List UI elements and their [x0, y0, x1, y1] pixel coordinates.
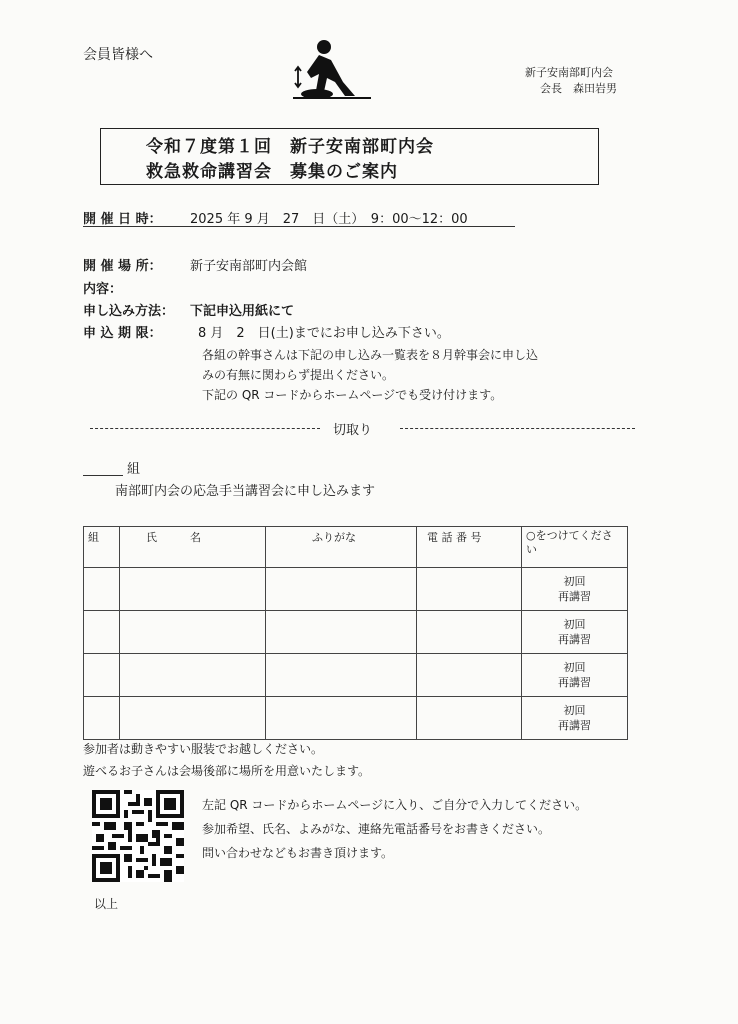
- deadline-value: 8 月 2 日(土)までにお申し込み下さい。: [198, 326, 450, 341]
- cell-furigana[interactable]: [266, 568, 417, 611]
- option-first: 初回: [563, 575, 586, 588]
- date-value: 2025 年 9 月 27 日（土） 9：00～12：00: [190, 212, 468, 227]
- header-group: 組: [84, 527, 120, 568]
- cell-phone[interactable]: [417, 697, 522, 740]
- option-first: 初回: [563, 704, 586, 717]
- content-label: 内容：: [83, 282, 123, 297]
- date-label: 開 催 日 時：: [83, 212, 162, 227]
- cell-name[interactable]: [120, 568, 266, 611]
- header-furigana: ふりがな: [266, 527, 417, 568]
- cell-group[interactable]: [84, 697, 120, 740]
- cut-label: 切取り: [333, 423, 373, 438]
- header-name: 氏 名: [120, 527, 266, 568]
- cell-name[interactable]: [120, 697, 266, 740]
- cell-group[interactable]: [84, 611, 120, 654]
- cpr-icon: [293, 38, 373, 100]
- cell-furigana[interactable]: [266, 611, 417, 654]
- cell-group[interactable]: [84, 568, 120, 611]
- cell-name[interactable]: [120, 611, 266, 654]
- cell-option[interactable]: [522, 611, 628, 654]
- note-clothing: 参加者は動きやすい服装でお越しください。: [83, 742, 324, 756]
- title-box: [100, 128, 599, 185]
- cell-furigana[interactable]: [266, 654, 417, 697]
- cut-line-left: [90, 428, 320, 429]
- cell-phone[interactable]: [417, 611, 522, 654]
- cell-name[interactable]: [120, 654, 266, 697]
- table-row: [84, 697, 628, 740]
- chair-name: 会長 森田岩男: [540, 82, 617, 95]
- option-repeat: 再講習: [558, 633, 591, 646]
- header-phone: 電 話 番 号: [417, 527, 522, 568]
- option-repeat: 再講習: [558, 590, 591, 603]
- qr-line-1: 左記 QR コードからホームページに入り、ご自分で入力してください。: [202, 798, 588, 812]
- greeting: 会員皆様へ: [83, 47, 153, 63]
- option-repeat: 再講習: [558, 719, 591, 732]
- header-circle: ○をつけてください: [522, 527, 628, 568]
- cell-phone[interactable]: [417, 568, 522, 611]
- qr-line-3: 問い合わせなどもお書き頂けます。: [202, 846, 394, 860]
- option-first: 初回: [563, 618, 586, 631]
- note-children: 遊べるお子さんは会場後部に場所を用意いたします。: [83, 764, 371, 778]
- cell-option[interactable]: [522, 697, 628, 740]
- title-line-2: 救急救命講習会 募集のご案内: [146, 162, 398, 182]
- cell-group[interactable]: [84, 654, 120, 697]
- table-row: [84, 568, 628, 611]
- group-blank: [83, 475, 123, 476]
- deadline-label: 申 込 期 限：: [83, 326, 162, 341]
- table-row: [84, 654, 628, 697]
- qr-code-icon[interactable]: [92, 790, 184, 882]
- date-underline: [83, 226, 515, 227]
- note-line-1: 各組の幹事さんは下記の申し込み一覧表を８月幹事会に申し込: [202, 348, 539, 362]
- cut-line-right: [400, 428, 635, 429]
- apply-text: 南部町内会の応急手当講習会に申し込みます: [115, 484, 376, 499]
- closing: 以上: [94, 897, 119, 911]
- option-repeat: 再講習: [558, 676, 591, 689]
- cell-option[interactable]: [522, 568, 628, 611]
- table-header-row: [84, 527, 628, 568]
- qr-line-2: 参加希望、氏名、よみがな、連絡先電話番号をお書きください。: [202, 822, 551, 836]
- method-value: 下記申込用紙にて: [190, 304, 295, 319]
- option-first: 初回: [563, 661, 586, 674]
- note-line-3: 下記の QR コードからホームページでも受け付けます。: [202, 388, 503, 402]
- cell-furigana[interactable]: [266, 697, 417, 740]
- note-line-2: みの有無に関わらず提出ください。: [202, 368, 395, 382]
- cell-option[interactable]: [522, 654, 628, 697]
- application-table: [83, 526, 628, 740]
- method-label: 申し込み方法：: [83, 304, 175, 319]
- table-row: [84, 611, 628, 654]
- group-suffix: 組: [127, 462, 141, 477]
- org-name: 新子安南部町内会: [525, 66, 613, 79]
- title-line-1: 令和７度第１回 新子安南部町内会: [146, 137, 434, 157]
- place-value: 新子安南部町内会館: [190, 259, 308, 274]
- place-label: 開 催 場 所：: [83, 259, 162, 274]
- cell-phone[interactable]: [417, 654, 522, 697]
